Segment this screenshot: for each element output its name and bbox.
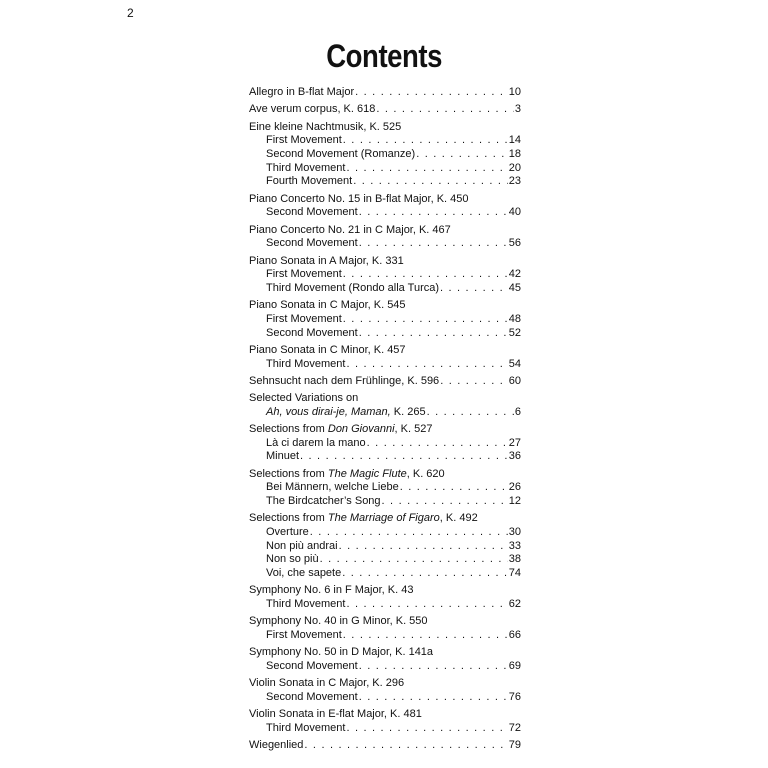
toc-title-text: Second Movement <box>266 237 358 250</box>
toc-title-text: Allegro in B-flat Major <box>249 86 355 98</box>
toc-page-number: 6 <box>514 405 521 418</box>
toc-subentry <box>249 358 521 372</box>
toc-title-text: Third Movement <box>266 357 346 370</box>
dot-leader <box>359 327 508 341</box>
toc-title <box>266 450 299 464</box>
dot-leader <box>359 237 508 251</box>
toc-title-text: Bei Männern, welche Liebe <box>266 481 399 494</box>
toc-page-number: 26 <box>508 481 521 494</box>
toc-title <box>249 646 433 660</box>
dot-leader <box>382 495 508 509</box>
toc-title-text: Overture <box>266 526 309 539</box>
toc-title-text: Selections from <box>249 467 328 480</box>
toc-title <box>249 86 354 100</box>
page-title: Contents <box>326 38 443 74</box>
toc-title <box>266 175 352 189</box>
toc-title-text: K. 265 <box>390 405 426 418</box>
toc-entry <box>249 708 521 735</box>
toc-title-text: Symphony No. 6 in F Major, K. 43 <box>249 584 414 597</box>
toc-title-text: , K. 620 <box>406 467 445 480</box>
toc-heading <box>249 468 521 482</box>
toc-subentry <box>249 162 521 176</box>
toc-title <box>249 615 428 629</box>
toc-entry <box>249 423 521 464</box>
dot-leader <box>346 162 507 176</box>
toc-page-number: 10 <box>508 86 521 98</box>
dot-leader <box>300 450 508 464</box>
toc-title <box>249 255 404 269</box>
toc-title-text: Second Movement <box>266 326 358 339</box>
toc-title-text: Non più andrai <box>266 539 338 552</box>
toc-title <box>249 423 432 437</box>
toc-subentry <box>249 237 521 251</box>
toc-title <box>266 660 358 674</box>
toc-subentry <box>249 437 521 451</box>
toc-title-text: Violin Sonata in E-flat Major, K. 481 <box>249 708 422 721</box>
toc-page-number: 33 <box>508 539 521 552</box>
toc-title-italic: Ah, vous dirai-je, Maman, <box>266 405 391 418</box>
toc-title <box>249 512 478 526</box>
toc-heading <box>249 255 521 269</box>
toc-subentry <box>249 282 521 296</box>
dot-leader <box>346 722 507 736</box>
toc-title <box>266 481 399 495</box>
toc-heading <box>249 103 521 117</box>
toc-title-text: Third Movement <box>266 161 346 174</box>
toc-heading <box>249 584 521 598</box>
toc-page-number: 62 <box>508 598 521 611</box>
toc-page-number: 38 <box>508 553 521 566</box>
toc-title <box>266 237 358 251</box>
toc-heading <box>249 299 521 313</box>
toc-title-text: The Birdcatcher’s Song <box>266 495 381 508</box>
toc-subentry <box>249 175 521 189</box>
toc-title <box>266 540 338 554</box>
dot-leader <box>343 313 508 327</box>
toc-title <box>249 375 439 389</box>
dot-leader <box>359 691 508 705</box>
toc-title-text: Selected Variations on <box>249 392 359 405</box>
toc-subentry <box>249 327 521 341</box>
dot-leader <box>343 134 508 148</box>
toc-subentry <box>249 540 521 554</box>
toc-entry <box>249 193 521 220</box>
toc-title <box>249 224 451 238</box>
toc-subentry <box>249 268 521 282</box>
toc-heading <box>249 193 521 207</box>
dot-leader <box>353 175 508 189</box>
toc-entry <box>249 512 521 580</box>
dot-leader <box>342 567 508 581</box>
toc-heading <box>249 739 521 753</box>
toc-entry <box>249 255 521 296</box>
toc-page-number: 45 <box>508 281 521 294</box>
toc-heading <box>249 423 521 437</box>
dot-leader <box>346 598 507 612</box>
toc-title-text: Sehnsucht nach dem Frühlinge, K. 596 <box>249 374 440 387</box>
toc-title <box>266 722 345 736</box>
toc-subentry <box>249 691 521 705</box>
toc-title-text: Piano Sonata in C Major, K. 545 <box>249 299 406 312</box>
toc-page-number: 40 <box>508 206 521 219</box>
toc-title <box>266 629 342 643</box>
toc-title <box>266 148 415 162</box>
toc-title-text: Ave verum corpus, K. 618 <box>249 103 376 116</box>
toc-title <box>266 437 366 451</box>
toc-title <box>249 739 303 753</box>
toc-subentry <box>249 629 521 643</box>
toc-subentry <box>249 206 521 220</box>
toc-title-text: Piano Sonata in C Minor, K. 457 <box>249 343 406 356</box>
toc-entry <box>249 468 521 509</box>
toc-title-text: Symphony No. 50 in D Major, K. 141a <box>249 646 434 659</box>
toc-page-number: 3 <box>514 103 521 116</box>
toc-title-text: Second Movement <box>266 206 358 219</box>
toc-subentry <box>249 148 521 162</box>
toc-title-italic: The Magic Flute <box>327 467 407 480</box>
toc-title <box>266 567 341 581</box>
toc-entry <box>249 224 521 251</box>
toc-heading <box>249 392 521 406</box>
toc-heading <box>249 375 521 389</box>
toc-subentry <box>249 481 521 495</box>
dot-leader <box>343 268 508 282</box>
toc-page-number: 69 <box>508 660 521 673</box>
toc-subentry <box>249 450 521 464</box>
toc-subentry <box>249 598 521 612</box>
toc-title <box>249 677 404 691</box>
toc-title <box>249 121 401 135</box>
toc-title-text: Non so più <box>266 553 319 566</box>
toc-title-text: Minuet <box>266 450 300 463</box>
toc-title-text: Piano Concerto No. 21 in C Major, K. 467 <box>249 223 451 236</box>
page-number: 2 <box>127 6 134 20</box>
toc-page-number: 56 <box>508 237 521 250</box>
dot-leader <box>427 406 514 420</box>
toc-entry <box>249 86 521 100</box>
toc-page-number: 27 <box>508 436 521 449</box>
toc-title-text: Wiegenlied <box>249 739 304 752</box>
toc-page-number: 36 <box>508 450 521 463</box>
toc-title <box>249 708 422 722</box>
toc-title <box>249 584 413 598</box>
toc-subentry <box>249 406 521 420</box>
dot-leader <box>376 103 514 117</box>
toc-heading <box>249 121 521 135</box>
toc-title <box>266 268 342 282</box>
toc-page-number: 18 <box>508 147 521 160</box>
toc-title-text: Third Movement <box>266 598 346 611</box>
toc-title-text: Piano Concerto No. 15 in B-flat Major, K. 450 <box>249 192 469 205</box>
toc-title <box>249 468 445 482</box>
toc-subentry <box>249 722 521 736</box>
dot-leader <box>355 86 508 100</box>
dot-leader <box>346 358 507 372</box>
toc-subentry <box>249 553 521 567</box>
toc-title-text: Eine kleine Nachtmusik, K. 525 <box>249 120 402 133</box>
toc-heading <box>249 86 521 100</box>
toc-heading <box>249 224 521 238</box>
dot-leader <box>339 540 508 554</box>
dot-leader <box>359 206 508 220</box>
toc-heading <box>249 708 521 722</box>
toc-title-text: Second Movement <box>266 691 358 703</box>
toc-page-number: 42 <box>508 268 521 281</box>
toc-title <box>266 162 345 176</box>
dot-leader <box>343 629 508 643</box>
toc-title <box>266 406 426 420</box>
toc-title-text: Selections from <box>249 512 328 525</box>
toc-subentry <box>249 660 521 674</box>
toc-page-number: 74 <box>508 567 521 580</box>
toc-title-text: First Movement <box>266 134 342 147</box>
toc-title-text: Symphony No. 40 in G Minor, K. 550 <box>249 615 428 628</box>
dot-leader <box>310 526 508 540</box>
toc-title <box>266 358 345 372</box>
toc-heading <box>249 677 521 691</box>
toc-page-number: 52 <box>508 326 521 339</box>
toc-entry <box>249 121 521 189</box>
toc-page-number: 23 <box>508 175 521 188</box>
toc-entry <box>249 299 521 340</box>
dot-leader <box>440 375 508 389</box>
toc-page-number: 48 <box>508 312 521 325</box>
toc-title-text: Second Movement (Romanze) <box>266 147 416 160</box>
toc-title-text: Second Movement <box>266 660 358 673</box>
toc-title-italic: The Marriage of Figaro <box>327 512 440 525</box>
toc-entry <box>249 344 521 371</box>
toc-page-number: 76 <box>508 691 521 703</box>
toc-heading <box>249 646 521 660</box>
toc-title-text: Selections from <box>249 423 328 436</box>
toc-page-number: 20 <box>508 161 521 174</box>
toc-entry <box>249 375 521 389</box>
toc-title-text: Third Movement (Rondo alla Turca) <box>266 281 440 294</box>
toc-title <box>266 553 319 567</box>
toc-entry <box>249 392 521 419</box>
dot-leader <box>320 553 508 567</box>
toc-title-text: First Movement <box>266 629 342 642</box>
toc-page-number: 30 <box>508 526 521 539</box>
table-of-contents <box>249 86 521 757</box>
toc-title <box>266 206 358 220</box>
toc-entry <box>249 739 521 753</box>
toc-page-number: 12 <box>508 495 521 508</box>
toc-title-text: , K. 527 <box>394 423 433 436</box>
toc-title <box>266 526 309 540</box>
toc-title-text: Là ci darem la mano <box>266 436 366 449</box>
dot-leader <box>367 437 508 451</box>
toc-title-text: First Movement <box>266 268 342 281</box>
toc-page-number: 72 <box>508 721 521 734</box>
toc-title <box>266 495 381 509</box>
toc-page-number: 66 <box>508 629 521 642</box>
toc-subentry <box>249 567 521 581</box>
toc-entry <box>249 584 521 611</box>
toc-title-text: First Movement <box>266 312 342 325</box>
dot-leader <box>400 481 508 495</box>
toc-title <box>249 299 406 313</box>
toc-title <box>266 134 342 148</box>
toc-entry <box>249 646 521 673</box>
toc-title-italic: Don Giovanni <box>327 423 395 436</box>
toc-page-number: 14 <box>508 134 521 147</box>
toc-title <box>266 313 342 327</box>
dot-leader <box>440 282 508 296</box>
dot-leader <box>416 148 508 162</box>
toc-title-text: Piano Sonata in A Major, K. 331 <box>249 254 404 267</box>
toc-title <box>266 598 345 612</box>
toc-title <box>249 344 406 358</box>
toc-title-text: Fourth Movement <box>266 175 353 188</box>
toc-subentry <box>249 134 521 148</box>
toc-title <box>249 103 375 117</box>
toc-page-number: 54 <box>508 357 521 370</box>
toc-entry <box>249 615 521 642</box>
toc-title <box>266 691 358 705</box>
toc-title-text: Violin Sonata in C Major, K. 296 <box>249 677 405 690</box>
toc-page-number: 79 <box>508 739 521 752</box>
toc-entry <box>249 103 521 117</box>
toc-title <box>249 193 469 207</box>
toc-heading <box>249 344 521 358</box>
toc-title-text: , K. 492 <box>439 512 478 525</box>
toc-entry <box>249 677 521 704</box>
dot-leader <box>359 660 508 674</box>
toc-heading <box>249 512 521 526</box>
toc-title-text: Third Movement <box>266 721 346 734</box>
toc-heading <box>249 615 521 629</box>
dot-leader <box>304 739 507 753</box>
toc-subentry <box>249 495 521 509</box>
toc-page-number: 60 <box>508 374 521 387</box>
toc-title <box>266 327 358 341</box>
toc-subentry <box>249 526 521 540</box>
toc-title-text: Voi, che sapete <box>266 567 342 580</box>
toc-title <box>266 282 439 296</box>
toc-subentry <box>249 313 521 327</box>
toc-title <box>249 392 358 406</box>
